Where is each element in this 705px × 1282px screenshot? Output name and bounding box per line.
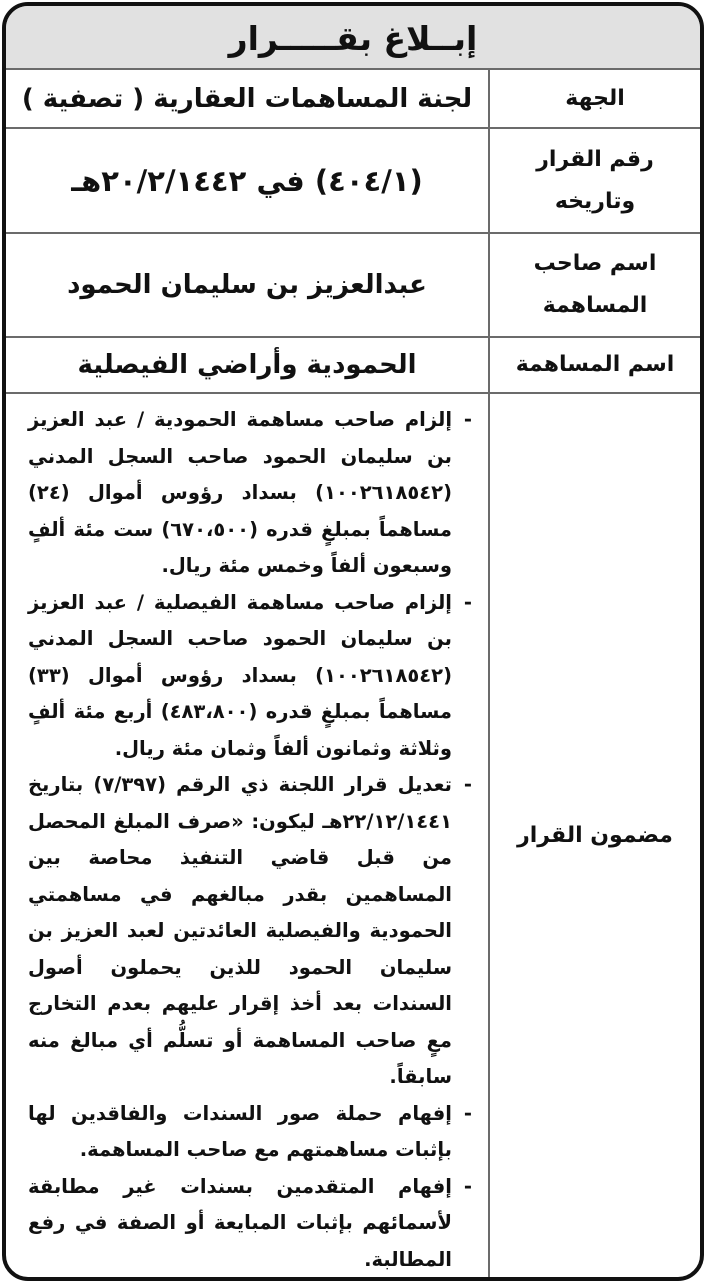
- authority-value: لجنة المساهمات العقارية ( تصفية ): [21, 83, 473, 114]
- clause-bullet: -: [463, 590, 472, 614]
- contribution-name-label: اسم المساهمة: [515, 352, 675, 377]
- contribution-name-label-cell: [488, 338, 700, 392]
- clause-bullet: -: [463, 1174, 472, 1198]
- contribution-name-value-cell: [6, 338, 488, 392]
- owner-name-label-cell: [488, 234, 700, 336]
- clause-item: [28, 402, 472, 585]
- decision-content-label-cell: [488, 394, 700, 1277]
- clause-bullet: -: [463, 408, 472, 431]
- notice-title-bar: [6, 6, 700, 70]
- authority-value-cell: [6, 70, 488, 127]
- row-contribution-name: [6, 338, 700, 394]
- clause-item: [28, 1096, 472, 1169]
- row-authority: [6, 70, 700, 129]
- contribution-name-value: الحمودية وأراضي الفيصلية: [77, 350, 417, 380]
- clause-bullet: -: [463, 773, 472, 796]
- clause-text: إفهام حملة صور السندات والفاقدين لها بإثبات مساهمتهم مع صاحب المساهمة.: [28, 1101, 452, 1161]
- clause-text: تعديل قرار اللجنة ذي الرقم (٧/٣٩٧) بتاريخ ٢٢/١٢/١٤٤١هـ ليكون: «صرف المبلغ المحصل من قبل قاضي التنفيذ محاصة بين المساهمين بقدر مبالغهم في مساهمتي الحمودية والفيصلية العائدتين لعبد العزيز بن سليمان الحمود للذين يحملون أصول السندات بعد أخذ إقرار عليهم بعدم التخارج معٍ صاحب المساهمة أو تسلُّم أي مبالغ منه سابقاً.: [28, 773, 452, 1088]
- clause-text: إلزام صاحب مساهمة الحمودية / عبد العزيز بن سليمان الحمود صاحب السجل المدني (١٠٠٢٦١٨٥٤٢) بسداد رؤوس أموال (٢٤) مساهماً بمبلغٍ قدره (٦٧٠،٥٠٠) ست مئة ألفٍ وسبعون ألفاً وخمس مئة ريال.: [28, 408, 453, 577]
- clause-item: [28, 767, 472, 1096]
- authority-label: الجهة: [565, 85, 625, 111]
- owner-name-value: عبدالعزيز بن سليمان الحمود: [67, 270, 427, 300]
- decision-content-label: مضمون القرار: [517, 822, 673, 848]
- notice-title: إبــلاغ بقـــــرار: [228, 18, 478, 58]
- authority-label-cell: [488, 70, 700, 127]
- owner-name-label: اسم صاحب المساهمة: [533, 251, 657, 318]
- clause-bullet: -: [463, 1101, 472, 1125]
- decision-number-value-cell: [6, 129, 488, 232]
- decision-notice-frame: [2, 2, 704, 1281]
- row-owner-name: [6, 234, 700, 338]
- decision-content-cell: [6, 394, 488, 1277]
- row-decision-number: [6, 129, 700, 234]
- clause-item: [28, 585, 472, 768]
- clause-text: إفهام المتقدمين بسندات غير مطابقة لأسمائهم بإثبات المبايعة أو الصفة في رفع المطالبة.: [28, 1174, 452, 1271]
- decision-number-value: (٤٠٤/١) في ٢٠/٢/١٤٤٢هـ: [71, 163, 423, 198]
- decision-number-label-cell: [488, 129, 700, 232]
- row-decision-content: [6, 394, 700, 1277]
- clause-item: [28, 1169, 472, 1279]
- owner-name-value-cell: [6, 234, 488, 336]
- clause-text: إلزام صاحب مساهمة الفيصلية / عبد العزيز بن سليمان الحمود صاحب السجل المدني (١٠٠٢٦١٨٥٤٢) بسداد رؤوس أموال (٣٣) مساهماً بمبلغٍ قدره (٤٨٣،٨٠٠) أربع مئة ألفٍ وثلاثة وثمانون ألفاً وثمان مئة ريال.: [28, 590, 452, 760]
- decision-number-label: رقم القرار وتاريخه: [536, 146, 654, 214]
